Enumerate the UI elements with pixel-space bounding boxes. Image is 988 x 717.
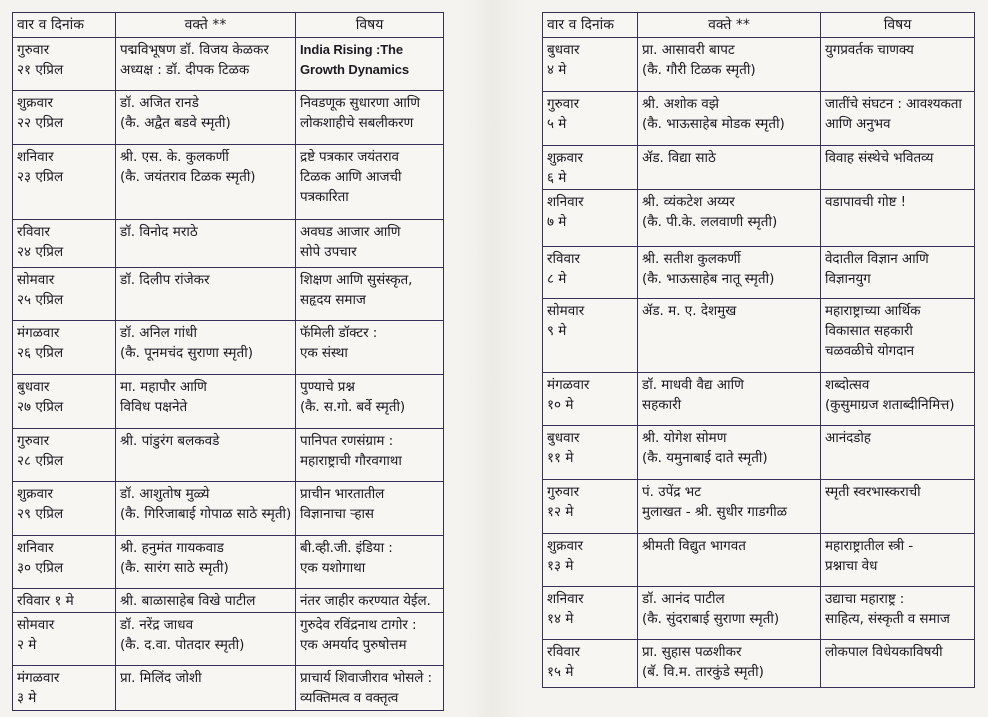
day-cell	[543, 92, 638, 146]
speaker-cell	[116, 429, 296, 482]
table-header-row	[543, 13, 975, 38]
speaker-line: (कै. अद्वैत बडवे स्मृती)	[120, 115, 231, 131]
day-line: रविवार	[547, 644, 581, 660]
speaker-cell	[116, 220, 296, 268]
topic-cell	[821, 299, 975, 373]
topic-line: साहित्य, संस्कृती व समाज	[825, 611, 950, 627]
speaker-cell	[116, 145, 296, 220]
topic-line: स्मृती स्वरभास्कराची	[825, 484, 921, 500]
day-line: २२ एप्रिल	[17, 115, 64, 131]
topic-line: नंतर जाहीर करण्यात येईल.	[300, 593, 431, 609]
day-cell	[543, 426, 638, 480]
speaker-cell	[638, 146, 821, 190]
schedule-page-right	[542, 12, 974, 688]
day-line: रविवार १ मे	[17, 593, 74, 609]
topic-line: निवडणूक सुधारणा आणि	[300, 95, 420, 111]
topic-line: आणि अनुभव	[825, 116, 891, 132]
topic-line: विवाह संस्थेचे भवितव्य	[825, 150, 934, 166]
topic-line: बी.व्ही.जी. इंडिया :	[300, 540, 393, 556]
speaker-cell	[116, 536, 296, 589]
day-cell	[13, 429, 116, 482]
schedule-body-left	[13, 38, 444, 711]
speaker-line: श्रीमती विद्युत भागवत	[642, 538, 746, 554]
speaker-line: मा. महापौर आणि	[120, 379, 207, 395]
table-row	[543, 247, 975, 299]
day-line: शनिवार	[547, 591, 584, 607]
topic-line: अवघड आजार आणि	[300, 224, 401, 240]
header-speaker: वक्ते **	[638, 13, 821, 38]
day-line: मंगळवार	[17, 325, 60, 341]
day-cell	[13, 268, 116, 321]
topic-cell	[296, 613, 444, 666]
day-cell	[543, 146, 638, 190]
day-line: १५ मे	[547, 664, 574, 680]
table-row	[13, 666, 444, 711]
speaker-cell	[638, 640, 821, 688]
topic-cell	[821, 373, 975, 426]
day-line: १२ मे	[547, 504, 574, 520]
speaker-line: प्रा. मिलिंद जोशी	[120, 670, 202, 686]
day-cell	[13, 375, 116, 429]
speaker-line: पं. उपेंद्र भट	[642, 484, 702, 500]
topic-line: महाराष्ट्राच्या आर्थिक	[825, 303, 921, 319]
speaker-line: डॉ. अनिल गांधी	[120, 325, 197, 341]
day-cell	[543, 640, 638, 688]
topic-cell	[821, 146, 975, 190]
day-line: शनिवार	[547, 194, 584, 210]
speaker-cell	[638, 299, 821, 373]
topic-line: (कै. स.गो. बर्वे स्मृती)	[300, 399, 406, 415]
table-row	[13, 145, 444, 220]
table-row	[13, 589, 444, 613]
topic-line: चळवळीचे योगदान	[825, 343, 915, 359]
day-cell	[13, 589, 116, 613]
day-cell	[543, 299, 638, 373]
speaker-line: ॲड. विद्या साठे	[642, 150, 716, 166]
speaker-line: श्री. एस. के. कुलकर्णी	[120, 149, 229, 165]
day-line: २१ एप्रिल	[17, 62, 64, 78]
day-cell	[13, 613, 116, 666]
table-row	[13, 268, 444, 321]
table-row	[543, 92, 975, 146]
topic-cell	[296, 666, 444, 711]
speaker-cell	[638, 190, 821, 247]
topic-cell	[296, 268, 444, 321]
topic-line: महाराष्ट्राची गौरवगाथा	[300, 453, 402, 469]
day-line: ३० एप्रिल	[17, 560, 64, 576]
topic-line: आनंदडोह	[825, 430, 871, 446]
speaker-line: (बॅ. वि.म. तारकुंडे स्मृती)	[642, 664, 764, 680]
day-line: गुरुवार	[547, 484, 580, 500]
speaker-cell	[116, 589, 296, 613]
topic-line: एक संस्था	[300, 345, 348, 361]
day-cell	[13, 38, 116, 91]
speaker-line: श्री. व्यंकटेश अय्यर	[642, 194, 735, 210]
topic-line: India Rising :The	[300, 42, 404, 57]
day-line: २ मे	[17, 637, 37, 653]
speaker-line: (कै. गौरी टिळक स्मृती)	[642, 62, 756, 78]
day-cell	[543, 190, 638, 247]
topic-line: वडापावची गोष्ट !	[825, 194, 906, 210]
speaker-cell	[638, 38, 821, 92]
day-line: गुरुवार	[547, 96, 580, 112]
day-line: सोमवार	[547, 303, 585, 319]
day-line: १० मे	[547, 397, 574, 413]
table-row	[543, 480, 975, 534]
day-line: रविवार	[547, 251, 581, 267]
speaker-line: डॉ. विनोद मराठे	[120, 224, 198, 240]
day-line: सोमवार	[17, 272, 55, 288]
day-line: ७ मे	[547, 214, 567, 230]
topic-line: प्राचार्य शिवाजीराव भोसले :	[300, 670, 432, 686]
topic-cell	[296, 589, 444, 613]
day-line: ६ मे	[547, 170, 567, 186]
topic-cell	[821, 426, 975, 480]
speaker-line: (कै. जयंतराव टिळक स्मृती)	[120, 169, 256, 185]
table-row	[13, 536, 444, 589]
topic-line: टिळक आणि आजची	[300, 169, 402, 185]
speaker-line: पद्मविभूषण डॉ. विजय केळकर	[120, 42, 269, 58]
topic-line: व्यक्तिमत्व व वक्तृत्व	[300, 690, 399, 706]
table-row	[13, 220, 444, 268]
day-cell	[13, 91, 116, 145]
topic-line: वेदातील विज्ञान आणि	[825, 251, 929, 267]
topic-cell	[821, 247, 975, 299]
speaker-line: श्री. बाळासाहेब विखे पाटील	[120, 593, 256, 609]
topic-line: प्राचीन भारतातील	[300, 486, 385, 502]
table-header-row	[13, 13, 444, 38]
topic-line: लोकशाहीचे सबलीकरण	[300, 115, 414, 131]
day-cell	[13, 321, 116, 375]
page-gutter	[463, 0, 523, 717]
speaker-line: प्रा. सुहास पळशीकर	[642, 644, 742, 660]
day-line: २९ एप्रिल	[17, 506, 64, 522]
day-cell	[13, 145, 116, 220]
day-cell	[543, 480, 638, 534]
speaker-line: डॉ. अजित रानडे	[120, 95, 199, 111]
day-line: शुक्रवार	[547, 150, 584, 166]
speaker-line: अध्यक्ष : डॉ. दीपक टिळक	[120, 62, 250, 78]
day-line: २५ एप्रिल	[17, 292, 64, 308]
speaker-cell	[116, 268, 296, 321]
day-cell	[543, 587, 638, 640]
day-line: बुधवार	[547, 430, 580, 446]
header-topic: विषय	[296, 13, 444, 38]
table-row	[543, 299, 975, 373]
day-cell	[13, 220, 116, 268]
speaker-line: श्री. अशोक वझे	[642, 96, 719, 112]
day-line: शुक्रवार	[17, 486, 54, 502]
topic-line: Growth Dynamics	[300, 62, 410, 77]
speaker-cell	[638, 373, 821, 426]
day-cell	[543, 373, 638, 426]
topic-cell	[296, 429, 444, 482]
topic-line: जातींचे संघटन : आवश्यकता	[825, 96, 962, 112]
table-row	[13, 375, 444, 429]
header-day-date: वार व दिनांक	[543, 13, 638, 38]
day-cell	[13, 482, 116, 536]
day-line: गुरुवार	[17, 42, 50, 58]
topic-line: विज्ञानयुग	[825, 271, 871, 287]
day-cell	[543, 38, 638, 92]
day-line: २३ एप्रिल	[17, 169, 64, 185]
topic-cell	[296, 91, 444, 145]
topic-line: द्रष्टे पत्रकार जयंतराव	[300, 149, 399, 165]
topic-line: लोकपाल विधेयकाविषयी	[825, 644, 943, 660]
topic-cell	[296, 321, 444, 375]
table-row	[543, 146, 975, 190]
table-row	[543, 587, 975, 640]
speaker-line: श्री. योगेश सोमण	[642, 430, 727, 446]
day-line: २७ एप्रिल	[17, 399, 64, 415]
schedule-table-right	[542, 12, 975, 688]
topic-cell	[821, 640, 975, 688]
topic-line: गुरुदेव रविंद्रनाथ टागोर :	[300, 617, 417, 633]
day-line: शुक्रवार	[17, 95, 54, 111]
topic-line: पत्रकारिता	[300, 189, 349, 205]
table-row	[543, 426, 975, 480]
topic-cell	[296, 375, 444, 429]
day-line: ९ मे	[547, 323, 567, 339]
speaker-line: (कै. पूनमचंद सुराणा स्मृती)	[120, 345, 253, 361]
topic-line: महाराष्ट्रातील स्त्री -	[825, 538, 914, 554]
day-cell	[543, 534, 638, 587]
table-row	[543, 640, 975, 688]
topic-line: विकासात सहकारी	[825, 323, 913, 339]
speaker-cell	[638, 534, 821, 587]
day-line: ८ मे	[547, 271, 567, 287]
day-line: शुक्रवार	[547, 538, 584, 554]
topic-line: एक यशोगाथा	[300, 560, 366, 576]
speaker-line: सहकारी	[642, 397, 682, 413]
table-row	[13, 91, 444, 145]
table-row	[13, 482, 444, 536]
topic-cell	[821, 38, 975, 92]
speaker-line: ॲड. म. ए. देशमुख	[642, 303, 737, 319]
day-line: मंगळवार	[547, 377, 590, 393]
topic-cell	[821, 480, 975, 534]
day-line: २८ एप्रिल	[17, 453, 64, 469]
topic-line: शिक्षण आणि सुसंस्कृत,	[300, 272, 413, 288]
topic-cell	[821, 92, 975, 146]
table-row	[13, 321, 444, 375]
speaker-cell	[116, 38, 296, 91]
speaker-line: डॉ. नरेंद्र जाधव	[120, 617, 194, 633]
topic-line: एक अमर्याद पुरुषोत्तम	[300, 637, 407, 653]
table-row	[13, 429, 444, 482]
speaker-cell	[638, 587, 821, 640]
speaker-cell	[638, 426, 821, 480]
speaker-line: श्री. पांडुरंग बलकवडे	[120, 433, 220, 449]
topic-cell	[296, 482, 444, 536]
speaker-cell	[638, 247, 821, 299]
day-line: शनिवार	[17, 149, 54, 165]
table-row	[13, 613, 444, 666]
speaker-line: डॉ. आनंद पाटील	[642, 591, 725, 607]
speaker-line: विविध पक्षनेते	[120, 399, 188, 415]
day-line: सोमवार	[17, 617, 55, 633]
topic-line: उद्याचा महाराष्ट्र :	[825, 591, 905, 607]
speaker-line: (कै. गिरिजाबाई गोपाळ साठे स्मृती)	[120, 506, 292, 522]
topic-cell	[821, 534, 975, 587]
topic-cell	[821, 587, 975, 640]
table-row	[543, 534, 975, 587]
speaker-line: श्री. हनुमंत गायकवाड	[120, 540, 224, 556]
header-day-date: वार व दिनांक	[13, 13, 116, 38]
day-line: ५ मे	[547, 116, 567, 132]
header-speaker: वक्ते **	[116, 13, 296, 38]
speaker-cell	[116, 613, 296, 666]
topic-cell	[296, 145, 444, 220]
day-line: २६ एप्रिल	[17, 345, 64, 361]
topic-line: प्रश्नाचा वेध	[825, 558, 878, 574]
speaker-line: (कै. सारंग साठे स्मृती)	[120, 560, 229, 576]
speaker-line: (कै. भाऊसाहेब मोडक स्मृती)	[642, 116, 785, 132]
topic-line: (कुसुमाग्रज शताब्दीनिमित्त)	[825, 397, 955, 413]
day-line: बुधवार	[547, 42, 580, 58]
day-line: मंगळवार	[17, 670, 60, 686]
day-line: ३ मे	[17, 690, 37, 706]
day-line: गुरुवार	[17, 433, 50, 449]
day-line: बुधवार	[17, 379, 50, 395]
speaker-cell	[116, 482, 296, 536]
speaker-cell	[116, 321, 296, 375]
speaker-line: (कै. यमुनाबाई दाते स्मृती)	[642, 450, 768, 466]
day-line: ११ मे	[547, 450, 574, 466]
topic-cell	[296, 38, 444, 91]
speaker-line: श्री. सतीश कुलकर्णी	[642, 251, 741, 267]
day-line: रविवार	[17, 224, 51, 240]
topic-line: फॅमिली डॉक्टर :	[300, 325, 378, 341]
day-line: १४ मे	[547, 611, 574, 627]
table-row	[543, 190, 975, 247]
header-topic: विषय	[821, 13, 975, 38]
schedule-body-right	[543, 38, 975, 688]
speaker-line: (कै. सुंदराबाई सुराणा स्मृती)	[642, 611, 780, 627]
schedule-page-left	[12, 12, 443, 711]
speaker-line: डॉ. माधवी वैद्य आणि	[642, 377, 744, 393]
topic-line: पानिपत रणसंग्राम :	[300, 433, 394, 449]
topic-line: सोपे उपचार	[300, 244, 357, 260]
speaker-line: डॉ. दिलीप रांजेकर	[120, 272, 210, 288]
speaker-cell	[638, 480, 821, 534]
table-row	[13, 38, 444, 91]
topic-line: युगप्रवर्तक चाणक्य	[825, 42, 914, 58]
day-line: शनिवार	[17, 540, 54, 556]
topic-line: विज्ञानाचा ऱ्हास	[300, 506, 374, 522]
topic-cell	[296, 536, 444, 589]
speaker-line: (कै. भाऊसाहेब नातू स्मृती)	[642, 271, 775, 287]
speaker-line: (कै. द.वा. पोतदार स्मृती)	[120, 637, 245, 653]
schedule-table-left	[12, 12, 444, 711]
speaker-line: मुलाखत - श्री. सुधीर गाडगीळ	[642, 504, 787, 520]
topic-line: शब्दोत्सव	[825, 377, 870, 393]
table-row	[543, 38, 975, 92]
day-line: ४ मे	[547, 62, 567, 78]
table-row	[543, 373, 975, 426]
day-line: २४ एप्रिल	[17, 244, 64, 260]
topic-cell	[821, 190, 975, 247]
day-cell	[543, 247, 638, 299]
speaker-cell	[116, 91, 296, 145]
day-line: १३ मे	[547, 558, 574, 574]
speaker-line: डॉ. आशुतोष मुळ्ये	[120, 486, 210, 502]
speaker-line: प्रा. आसावरी बापट	[642, 42, 735, 58]
day-cell	[13, 536, 116, 589]
speaker-cell	[116, 666, 296, 711]
topic-line: पुण्याचे प्रश्न	[300, 379, 355, 395]
speaker-cell	[116, 375, 296, 429]
topic-cell	[296, 220, 444, 268]
speaker-line: (कै. पी.के. ललवाणी स्मृती)	[642, 214, 778, 230]
day-cell	[13, 666, 116, 711]
topic-line: सहृदय समाज	[300, 292, 366, 308]
speaker-cell	[638, 92, 821, 146]
